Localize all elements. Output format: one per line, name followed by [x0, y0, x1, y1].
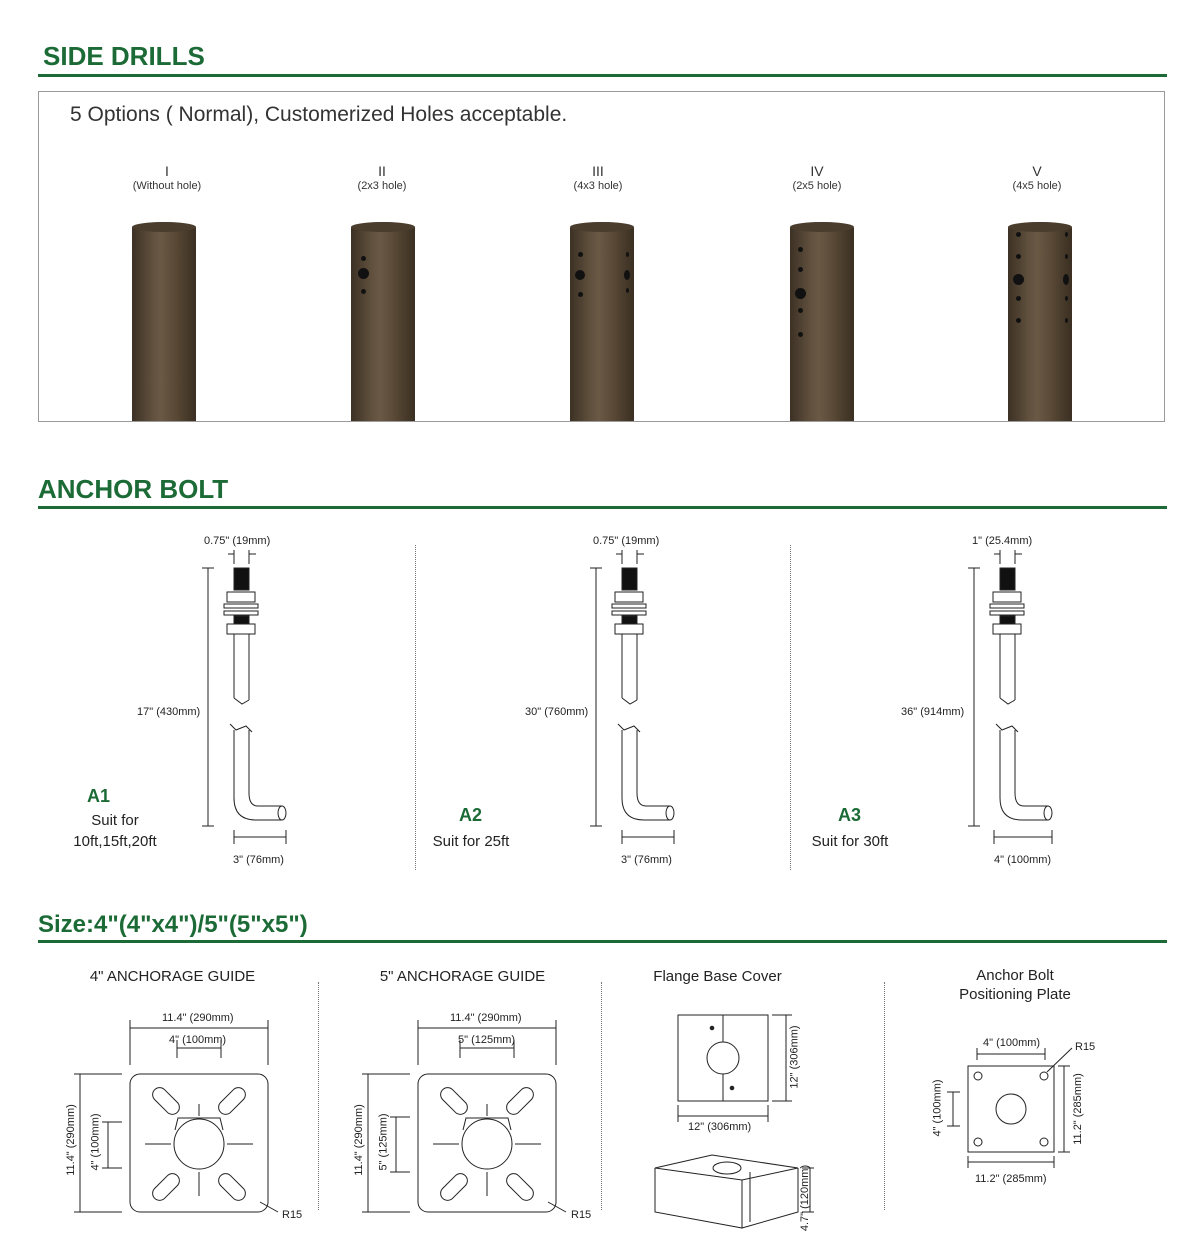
bolt-a1-hook: 3" (76mm)	[233, 854, 284, 866]
size-title: Size:4"(4"x4")/5"(5"x5")	[38, 911, 308, 938]
plate-radius: R15	[1075, 1041, 1096, 1053]
plate-bottom: 11.2" (285mm)	[975, 1173, 1047, 1185]
drill-hole	[626, 252, 629, 257]
bolt-a3-code: A3	[838, 805, 862, 825]
drill-hole	[575, 270, 585, 280]
option-description: (2x5 hole)	[792, 180, 842, 192]
section-divider	[38, 74, 1167, 77]
side-drills-title: SIDE DRILLS	[43, 41, 205, 71]
bolt-a1-suit-line1: Suit for	[91, 812, 139, 829]
drill-hole	[1065, 318, 1068, 323]
bolt-a3-length: 36" (914mm)	[901, 706, 965, 718]
flange-top-drawing	[660, 1010, 810, 1135]
drill-option-2-label	[312, 163, 452, 193]
guide4-width: 11.4" (290mm)	[162, 1012, 234, 1024]
bolt-a1-drawing	[200, 548, 300, 848]
bolt-a3-drawing	[966, 548, 1066, 848]
bolt-a2-suit: Suit for 25ft	[432, 833, 510, 850]
section-divider	[38, 940, 1167, 943]
drill-hole	[1063, 274, 1069, 285]
column-separator	[601, 982, 602, 1210]
guide4-inner: 4" (100mm)	[169, 1034, 227, 1046]
guide4-drawing	[70, 1020, 290, 1220]
bolt-a1-code: A1	[87, 786, 111, 806]
guide5-title: 5" ANCHORAGE GUIDE	[379, 968, 546, 985]
guide5-height: 11.4" (290mm)	[352, 1104, 365, 1176]
bolt-a3-suit: Suit for 30ft	[811, 833, 889, 850]
bolt-a2-length: 30" (760mm)	[525, 706, 589, 718]
drill-option-5-label	[967, 163, 1107, 193]
option-description: (2x3 hole)	[357, 180, 407, 192]
drill-hole	[798, 267, 803, 272]
option-numeral: I	[165, 163, 169, 179]
drill-option-4-label	[747, 163, 887, 193]
flange-side: 12" (306mm)	[788, 1025, 801, 1089]
column-separator	[318, 982, 319, 1210]
drill-hole	[1016, 232, 1021, 237]
drill-hole	[798, 247, 803, 252]
drill-hole	[361, 256, 366, 261]
bolt-a2-hook: 3" (76mm)	[621, 854, 672, 866]
pole-tube-option-4	[790, 222, 854, 421]
drill-hole	[1016, 296, 1021, 301]
drill-hole	[578, 292, 583, 297]
pole-tube-option-3	[570, 222, 634, 421]
bolt-a1-length: 17" (430mm)	[137, 706, 201, 718]
drill-option-1-label	[97, 163, 237, 193]
drill-hole	[1016, 318, 1021, 323]
bolt-a2-code: A2	[459, 805, 483, 825]
option-description: (4x3 hole)	[573, 180, 623, 192]
flange-title: Flange Base Cover	[653, 968, 782, 985]
bolt-a2-diameter: 0.75" (19mm)	[593, 535, 660, 547]
section-divider	[38, 506, 1167, 509]
option-description: (Without hole)	[132, 180, 202, 192]
drill-hole	[1065, 296, 1068, 301]
plate-title-line2: Positioning Plate	[959, 986, 1071, 1003]
flange-box-drawing	[650, 1150, 820, 1240]
guide4-radius: R15	[282, 1209, 303, 1221]
guide5-drawing	[358, 1020, 578, 1220]
column-separator	[884, 982, 885, 1210]
guide4-title: 4" ANCHORAGE GUIDE	[89, 968, 256, 985]
drill-hole	[1065, 254, 1068, 259]
flange-bottom: 12" (306mm)	[688, 1121, 752, 1133]
pole-tube-option-5	[1008, 222, 1072, 421]
guide4-inner-v: 4" (100mm)	[89, 1113, 102, 1171]
drill-hole	[795, 288, 806, 299]
guide4-height: 11.4" (290mm)	[64, 1104, 77, 1176]
guide5-inner: 5" (125mm)	[458, 1034, 516, 1046]
drill-hole	[626, 288, 629, 293]
option-numeral: IV	[810, 163, 824, 179]
plate-inner: 4" (100mm)	[983, 1037, 1041, 1049]
plate-drawing	[930, 1040, 1080, 1180]
bolt-a1-suit-line2: 10ft,15ft,20ft	[73, 833, 157, 850]
drill-hole	[1065, 232, 1068, 237]
flange-height: 4.7" (120mm)	[799, 1164, 812, 1232]
drill-hole	[578, 252, 583, 257]
drill-hole	[798, 308, 803, 313]
option-description: (4x5 hole)	[1012, 180, 1062, 192]
column-separator	[415, 545, 416, 870]
pole-tube-option-1	[132, 222, 196, 421]
option-numeral: II	[378, 163, 386, 179]
plate-side: 11.2" (285mm)	[1071, 1073, 1084, 1145]
guide5-width: 11.4" (290mm)	[450, 1012, 522, 1024]
bolt-a3-diameter: 1" (25.4mm)	[972, 535, 1033, 547]
option-numeral: III	[592, 163, 604, 179]
option-numeral: V	[1032, 163, 1042, 179]
drill-hole	[1016, 254, 1021, 259]
side-drills-intro: 5 Options ( Normal), Customerized Holes acceptable.	[70, 103, 568, 126]
drill-hole	[358, 268, 369, 279]
plate-title	[930, 966, 1100, 1004]
plate-title-line1: Anchor Bolt	[976, 967, 1054, 984]
drill-option-3-label	[528, 163, 668, 193]
drill-hole	[1013, 274, 1024, 285]
guide5-inner-v: 5" (125mm)	[377, 1113, 390, 1171]
guide5-radius: R15	[571, 1209, 592, 1221]
drill-hole	[798, 332, 803, 337]
drill-hole	[361, 289, 366, 294]
bolt-a1-suit	[60, 810, 170, 852]
drill-hole	[624, 270, 630, 280]
anchor-bolt-title: ANCHOR BOLT	[38, 474, 229, 504]
plate-inner-v: 4" (100mm)	[931, 1079, 944, 1137]
pole-tube-option-2	[351, 222, 415, 421]
bolt-a2-drawing	[588, 548, 688, 848]
bolt-a3-hook: 4" (100mm)	[994, 854, 1052, 866]
bolt-a1-diameter: 0.75" (19mm)	[204, 535, 271, 547]
column-separator	[790, 545, 791, 870]
